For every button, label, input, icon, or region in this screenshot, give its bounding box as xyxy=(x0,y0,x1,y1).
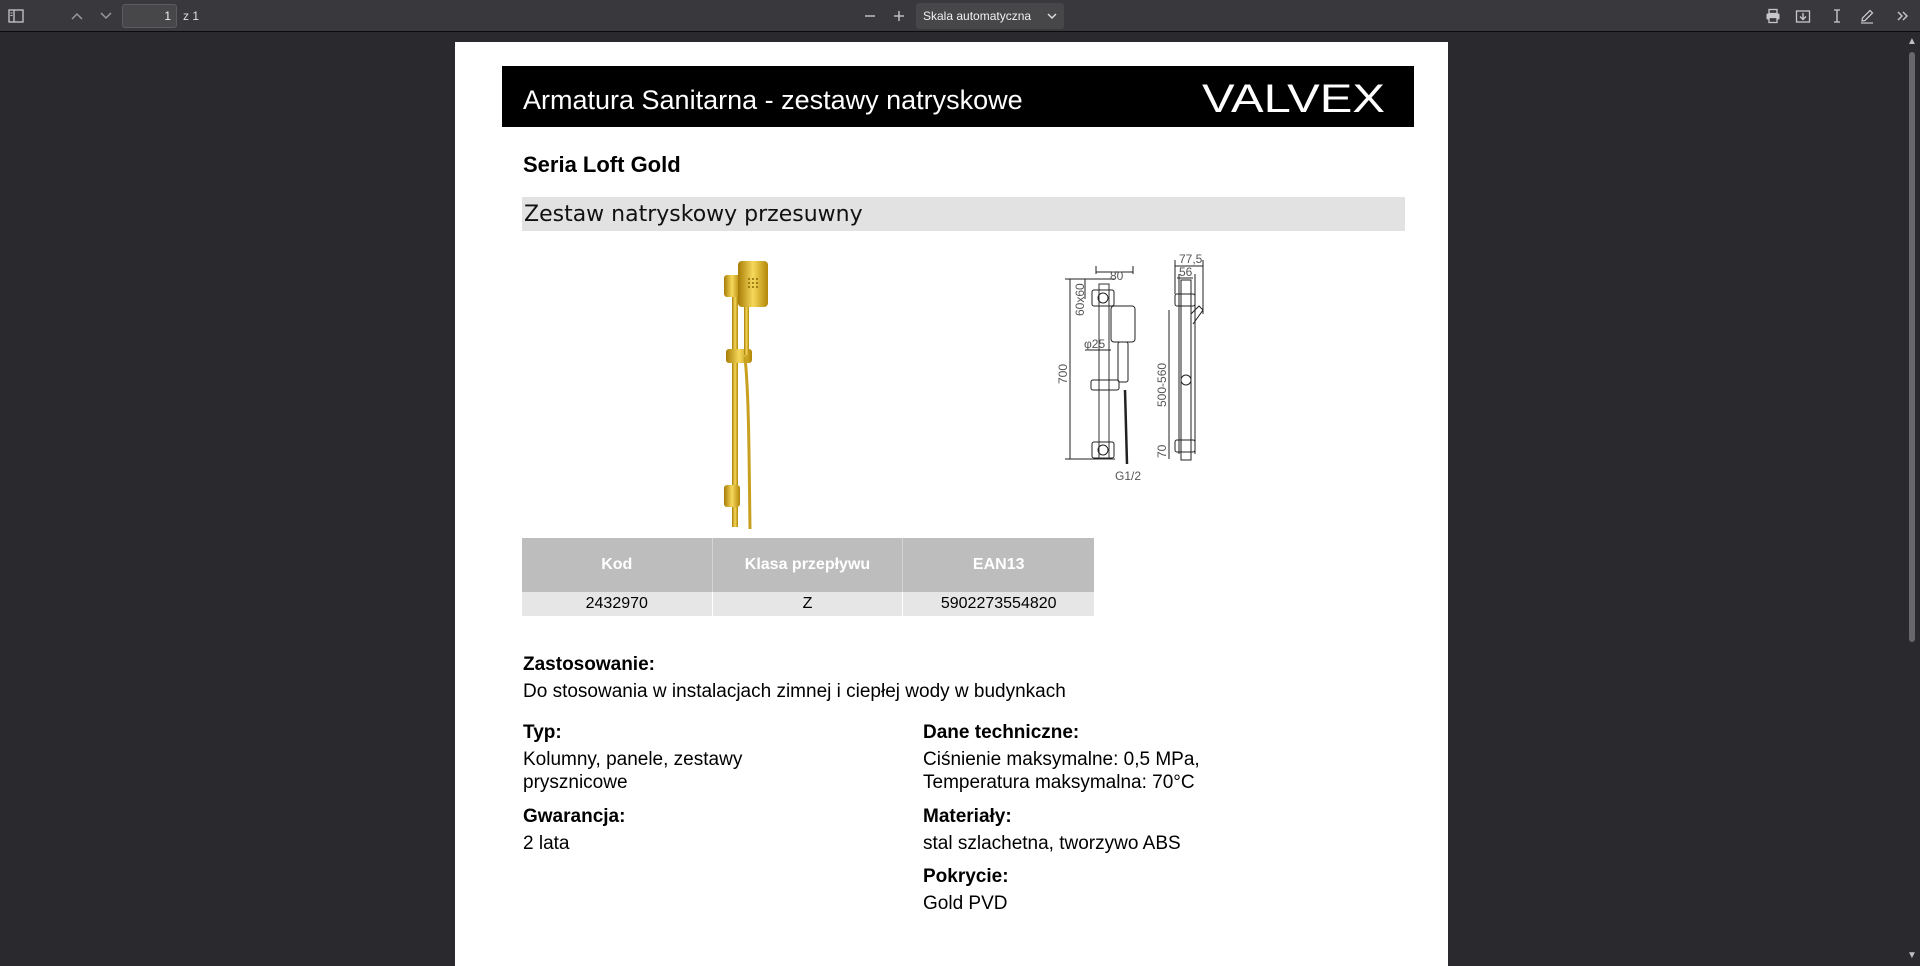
product-title-bar xyxy=(522,197,1405,231)
scroll-up-icon[interactable]: ▲ xyxy=(1907,36,1917,47)
series-title: Seria Loft Gold xyxy=(523,152,681,177)
application-value: Do stosowania w instalacjach zimnej i ciepłej wody w budynkach xyxy=(523,681,1066,702)
table-cell: Z xyxy=(712,592,903,616)
type-value: Kolumny, panele, zestawy prysznicowe xyxy=(523,749,743,793)
table-cell: 5902273554820 xyxy=(903,592,1094,616)
brand-logo xyxy=(1202,80,1387,116)
technical-drawing xyxy=(1055,254,1255,534)
column-header-ean: EAN13 xyxy=(903,538,1094,592)
scroll-thumb[interactable] xyxy=(1909,52,1915,642)
zoom-select-label: Skala automatyczna xyxy=(923,9,1032,23)
pdf-toolbar xyxy=(0,0,1920,32)
pdf-page xyxy=(455,42,1448,966)
dimension-label: 77,5 xyxy=(1179,254,1203,266)
tech-data-line-2: Temperatura maksymalna: 70°C xyxy=(923,772,1195,793)
top-wall-bracket xyxy=(724,275,740,297)
print-icon[interactable] xyxy=(1760,3,1786,29)
double-chevron-icon[interactable] xyxy=(1890,3,1916,29)
chevron-up-icon[interactable] xyxy=(64,3,90,29)
brand-logo-text: VALVEX xyxy=(1202,80,1385,116)
materials-label: Materiały: xyxy=(923,806,1012,827)
page-number-input[interactable] xyxy=(122,4,177,28)
page-total-label: z 1 xyxy=(183,9,200,23)
zoom-select[interactable] xyxy=(916,3,1064,29)
table-row xyxy=(522,592,1094,616)
zoom-in-icon[interactable] xyxy=(886,3,912,29)
tech-data-label: Dane techniczne: xyxy=(923,722,1080,743)
pen-icon[interactable] xyxy=(1854,3,1880,29)
application-label: Zastosowanie: xyxy=(523,654,655,675)
header-banner xyxy=(502,66,1414,127)
sidebar-toggle-icon[interactable] xyxy=(3,3,29,29)
column-header-kod: Kod xyxy=(522,538,712,592)
dimension-label: G1/2 xyxy=(1115,469,1142,483)
product-photo xyxy=(705,257,785,532)
materials-value: stal szlachetna, tworzywo ABS xyxy=(923,833,1181,854)
tech-data-line-1: Ciśnienie maksymalne: 0,5 MPa, xyxy=(923,749,1200,770)
shower-hose xyxy=(745,357,750,529)
warranty-value: 2 lata xyxy=(523,833,570,854)
dimension-label: φ25 xyxy=(1084,337,1106,351)
type-label: Typ: xyxy=(523,722,562,743)
text-cursor-icon[interactable] xyxy=(1824,3,1850,29)
coating-label: Pokrycie: xyxy=(923,866,1009,887)
download-icon[interactable] xyxy=(1790,3,1816,29)
dimension-label: 80 xyxy=(1110,269,1124,283)
chevron-down-icon[interactable] xyxy=(93,3,119,29)
table-header-row xyxy=(522,538,1094,592)
dimension-label: 500-560 xyxy=(1155,362,1169,407)
zoom-out-icon[interactable] xyxy=(857,3,883,29)
table-cell: 2432970 xyxy=(522,592,712,616)
product-spec-table xyxy=(522,538,1094,616)
scroll-down-icon[interactable]: ▼ xyxy=(1907,950,1917,961)
dimension-label: 60x60 xyxy=(1073,283,1087,316)
dimension-label: 700 xyxy=(1056,363,1070,384)
header-title: Armatura Sanitarna - zestawy natryskowe xyxy=(523,85,1023,115)
dimension-label: 70 xyxy=(1155,444,1169,458)
product-title: Zestaw natryskowy przesuwny xyxy=(524,202,863,227)
vertical-scrollbar[interactable] xyxy=(1904,32,1920,966)
dimension-label: 56 xyxy=(1179,265,1193,279)
column-header-klasa: Klasa przepływu xyxy=(712,538,903,592)
hand-shower-handle xyxy=(744,307,749,355)
warranty-label: Gwarancja: xyxy=(523,806,626,827)
coating-value: Gold PVD xyxy=(923,893,1008,914)
bottom-wall-bracket xyxy=(724,485,740,507)
chevron-down-icon xyxy=(1047,9,1057,23)
